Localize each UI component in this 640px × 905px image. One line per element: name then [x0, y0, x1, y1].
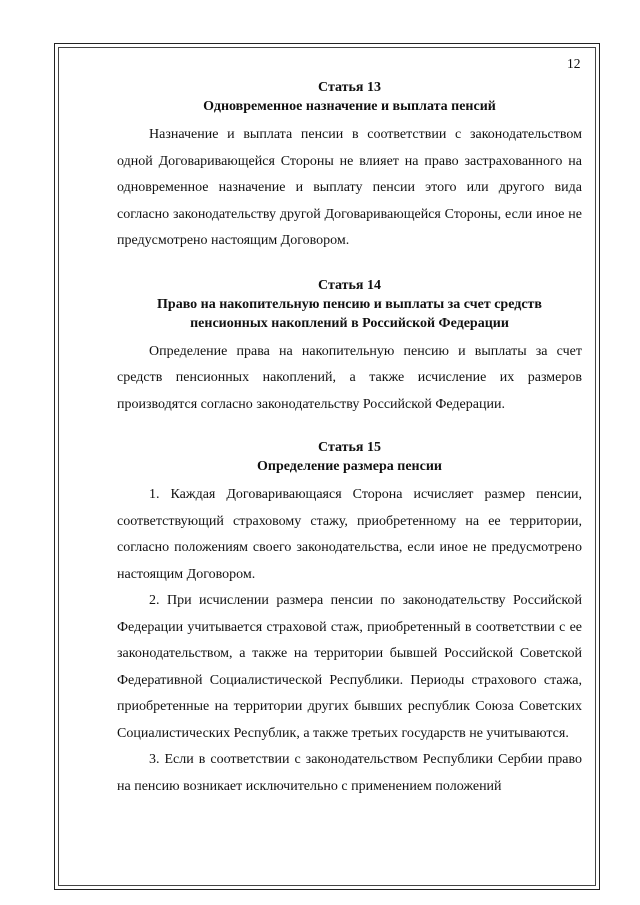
article-heading: Право на накопительную пенсию и выплаты за счет средств пенсионных накоплений в Российской Федерации: [157, 296, 542, 331]
article-14: [117, 276, 582, 419]
article-15: [117, 438, 582, 800]
article-title: Статья 15: [318, 440, 381, 455]
paragraph: 3. Если в соответствии с законодательством Республики Сербии право на пенсию возникает исключительно с применением положений: [117, 752, 582, 794]
paragraph: 2. При исчислении размера пенсии по законодательству Российской Федерации учитывается страховой стаж, приобретенный в соответствии с ее законодательством, а также на территории бывшей Российской Советской Федеративной Социалистической Республики. Периоды страхового стажа, приобретенные на территории других бывших республик Союза Советских Социалистических Республик, а также третьих государств не учитываются.: [117, 593, 582, 741]
document-body: [117, 78, 582, 800]
article-title: Статья 14: [318, 277, 381, 293]
paragraph: Назначение и выплата пенсии в соответствии с законодательством одной Договаривающейся Стороны не влияет на право застрахованного на одновременное назначение и выплату пенсии этого или другого вида согласно законодательству другой Договаривающейся Стороны, если иное не предусмотрено настоящим Договором.: [117, 127, 582, 248]
article-heading: Одновременное назначение и выплата пенсий: [203, 99, 496, 114]
article-heading: Определение размера пенсии: [257, 459, 442, 474]
article-title: Статья 13: [318, 80, 381, 95]
page-number: 12: [567, 56, 581, 71]
paragraph: 1. Каждая Договаривающаяся Сторона исчисляет размер пенсии, соответствующий страховому стажу, приобретенному на ее территории, согласно положениям своего законодательства, если иное не предусмотрено настоящим Договором.: [117, 487, 582, 582]
article-13: [117, 78, 582, 255]
paragraph: Определение права на накопительную пенсию и выплаты за счет средств пенсионных накоплений, а также исчисление их размеров производятся согласно законодательству Российской Федерации.: [117, 343, 582, 412]
